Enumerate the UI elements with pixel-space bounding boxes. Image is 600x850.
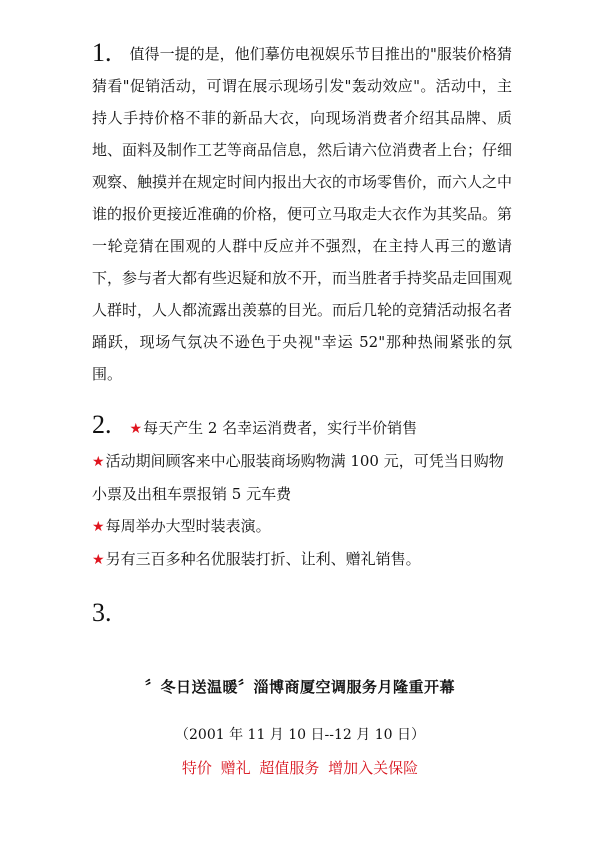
list-item-text: 每周举办大型时装表演。 [105,517,271,535]
red-star-icon: ★ [92,552,105,568]
event-promo: 特价 赠礼 超值服务 增加入关保险 [181,759,419,777]
list-item-text: 另有三百多种名优服装打折、让利、赠礼销售。 [105,550,421,568]
section-1-text: 值得一提的是，他们摹仿电视娱乐节目推出的"服装价格猜猜看"促销活动，可谓在展示现场引发"轰动效应"。活动中，主持人手持价格不菲的新品大衣，向现场消费者介绍其品牌、质地、面料及制作工艺等商品信息，然后请六位消费者上台；仔细观察、触摸并在规定时间内报出大衣的市场零售价，而六人之中谁的报价更接近准确的价格，便可立马取走大衣作为其奖品。第一轮竞猜在围观的人群中反应并不强烈，在主持人再三的邀请下，参与者大都有些迟疑和放不开，而当胜者手持奖品走回围观人群时，人人都流露出羡慕的目光。而后几轮的竞猜活动报名者踊跃，现场气氛决不逊色于央视"幸运 52"那种热闹紧张的氛围。 [92,45,513,383]
section-1-number: 1. [92,38,112,67]
list-item [92,543,512,576]
list-item [92,412,512,445]
section-3-heading [92,600,130,626]
red-star-icon: ★ [92,519,105,535]
list-item [92,445,512,510]
section-2-list [92,412,512,576]
list-item-text: 活动期间顾客来中心服装商场购物满 100 元，可凭当日购物小票及出租车票报销 5 元车费 [92,452,504,503]
list-item [92,510,512,543]
list-item-text: 每天产生 2 名幸运消费者，实行半价销售 [143,419,418,437]
red-star-icon: ★ [92,454,105,470]
event-title: 〞冬日送温暖〞淄博商厦空调服务月隆重开幕 [144,678,455,696]
section-3-number: 3. [92,598,112,627]
section-2-number: 2. [92,410,112,439]
red-star-icon: ★ [129,421,143,437]
event-dates: （2001 年 11 月 10 日--12 月 10 日） [175,727,425,743]
section-1-paragraph [92,38,512,390]
